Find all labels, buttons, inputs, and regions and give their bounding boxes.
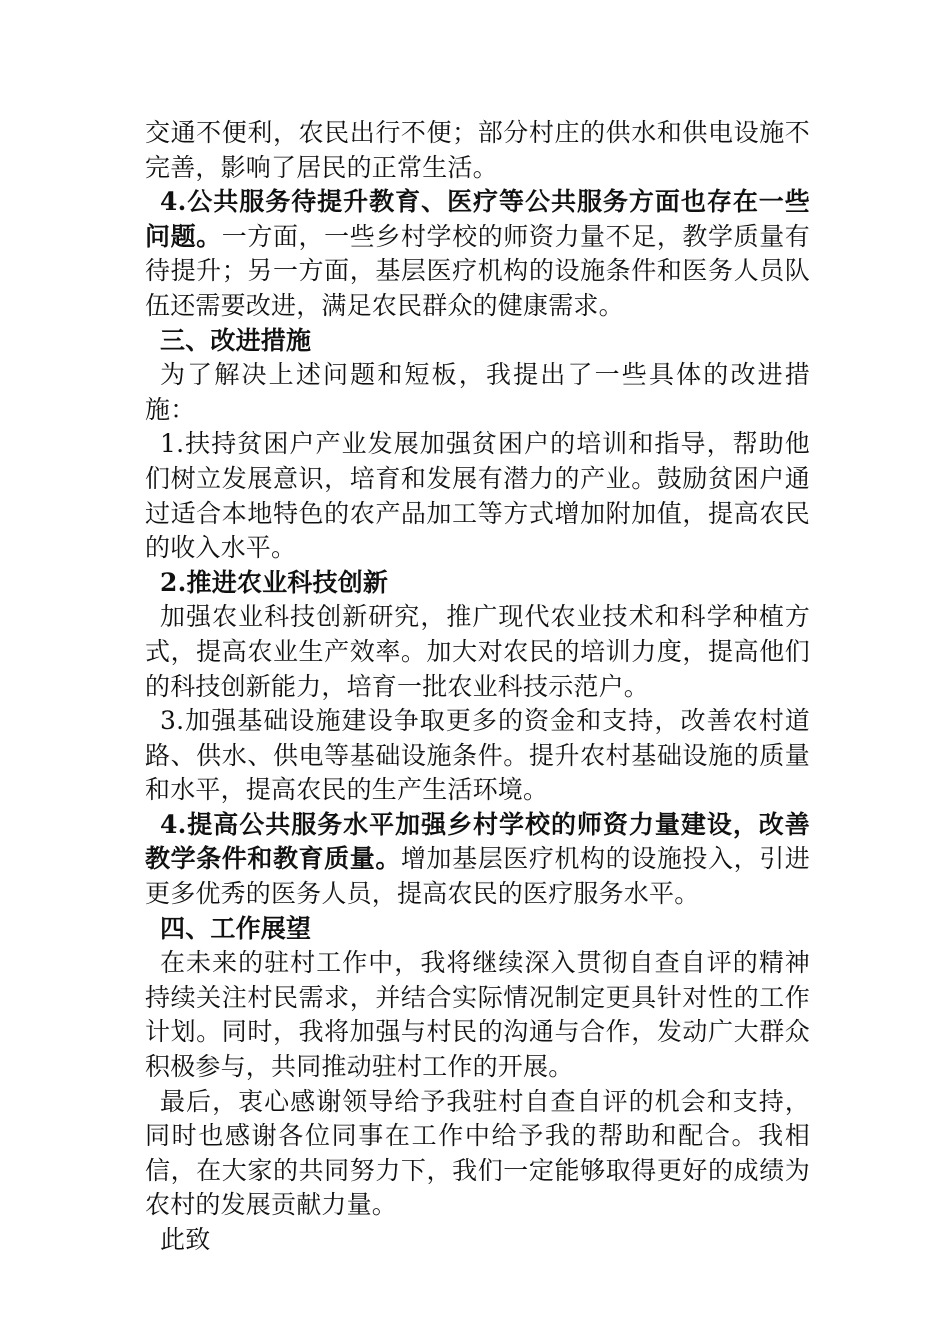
paragraph-public-service-issues bbox=[145, 185, 810, 323]
paragraph-text: 此致 bbox=[160, 1225, 211, 1254]
subheading-measure-2 bbox=[145, 566, 810, 601]
paragraph-text: 交通不便利，农民出行不便；部分村庄的供水和供电设施不完善，影响了居民的正常生活。 bbox=[145, 118, 810, 182]
paragraph-text: 增加基层医疗机构的设施投入，引进更多优秀的医务人员，提高农民的医疗服务水平。 bbox=[145, 844, 810, 909]
paragraph-text: 一方面，一些乡村学校的师资力量不足，教学质量有待提升；另一方面，基层医疗机构的设施条件和医务人员队伍还需要改进，满足农民群众的健康需求。 bbox=[145, 221, 810, 320]
paragraph-measure-4 bbox=[145, 808, 810, 912]
paragraph-outlook bbox=[145, 946, 810, 1084]
section-heading-improvements bbox=[145, 324, 810, 359]
paragraph-text: 3.加强基础设施建设争取更多的资金和支持，改善农村道路、供水、供电等基础设施条件。提升农村基础设施的质量和水平，提高农民的生产生活环境。 bbox=[145, 706, 810, 805]
paragraph-text: 为了解决上述问题和短板，我提出了一些具体的改进措施： bbox=[145, 360, 810, 424]
paragraph-measure-1 bbox=[145, 427, 810, 565]
paragraph-improvements-intro bbox=[145, 358, 810, 427]
heading-text: 四、工作展望 bbox=[160, 913, 312, 943]
paragraph-thanks bbox=[145, 1085, 810, 1223]
heading-text: 2.推进农业科技创新 bbox=[160, 567, 389, 597]
heading-text: 三、改进措施 bbox=[160, 325, 312, 355]
paragraph-bold-lead: 4.公共服务待提升教育、医疗等公共服务方面也存在一些问题。 bbox=[145, 187, 810, 251]
paragraph-measure-2-body bbox=[145, 600, 810, 704]
paragraph-text: 在未来的驻村工作中，我将继续深入贯彻自查自评的精神持续关注村民需求，并结合实际情况制定更具针对性的工作计划。同时，我将加强与村民的沟通与合作，发动广大群众积极参与，共同推动驻村工作的开展。 bbox=[145, 948, 810, 1082]
paragraph-infrastructure-issues bbox=[145, 116, 810, 185]
section-heading-outlook bbox=[145, 912, 810, 947]
paragraph-bold-lead: 4.提高公共服务水平加强乡村学校的师资力量建设，改善教学条件和教育质量。 bbox=[145, 809, 810, 874]
paragraph-text: 加强农业科技创新研究，推广现代农业技术和科学种植方式，提高农业生产效率。加大对农民的培训力度，提高他们的科技创新能力，培育一批农业科技示范户。 bbox=[145, 602, 810, 701]
paragraph-text: 最后，衷心感谢领导给予我驻村自查自评的机会和支持，同时也感谢各位同事在工作中给予我的帮助和配合。我相信，在大家的共同努力下，我们一定能够取得更好的成绩为农村的发展贡献力量。 bbox=[145, 1086, 810, 1220]
closing-salutation bbox=[145, 1223, 810, 1258]
document-page bbox=[145, 116, 810, 1258]
paragraph-text: 1.扶持贫困户产业发展加强贫困户的培训和指导，帮助他们树立发展意识，培育和发展有潜力的产业。鼓励贫困户通过适合本地特色的农产品加工等方式增加附加值，提高农民的收入水平。 bbox=[145, 429, 810, 563]
paragraph-measure-3 bbox=[145, 704, 810, 808]
